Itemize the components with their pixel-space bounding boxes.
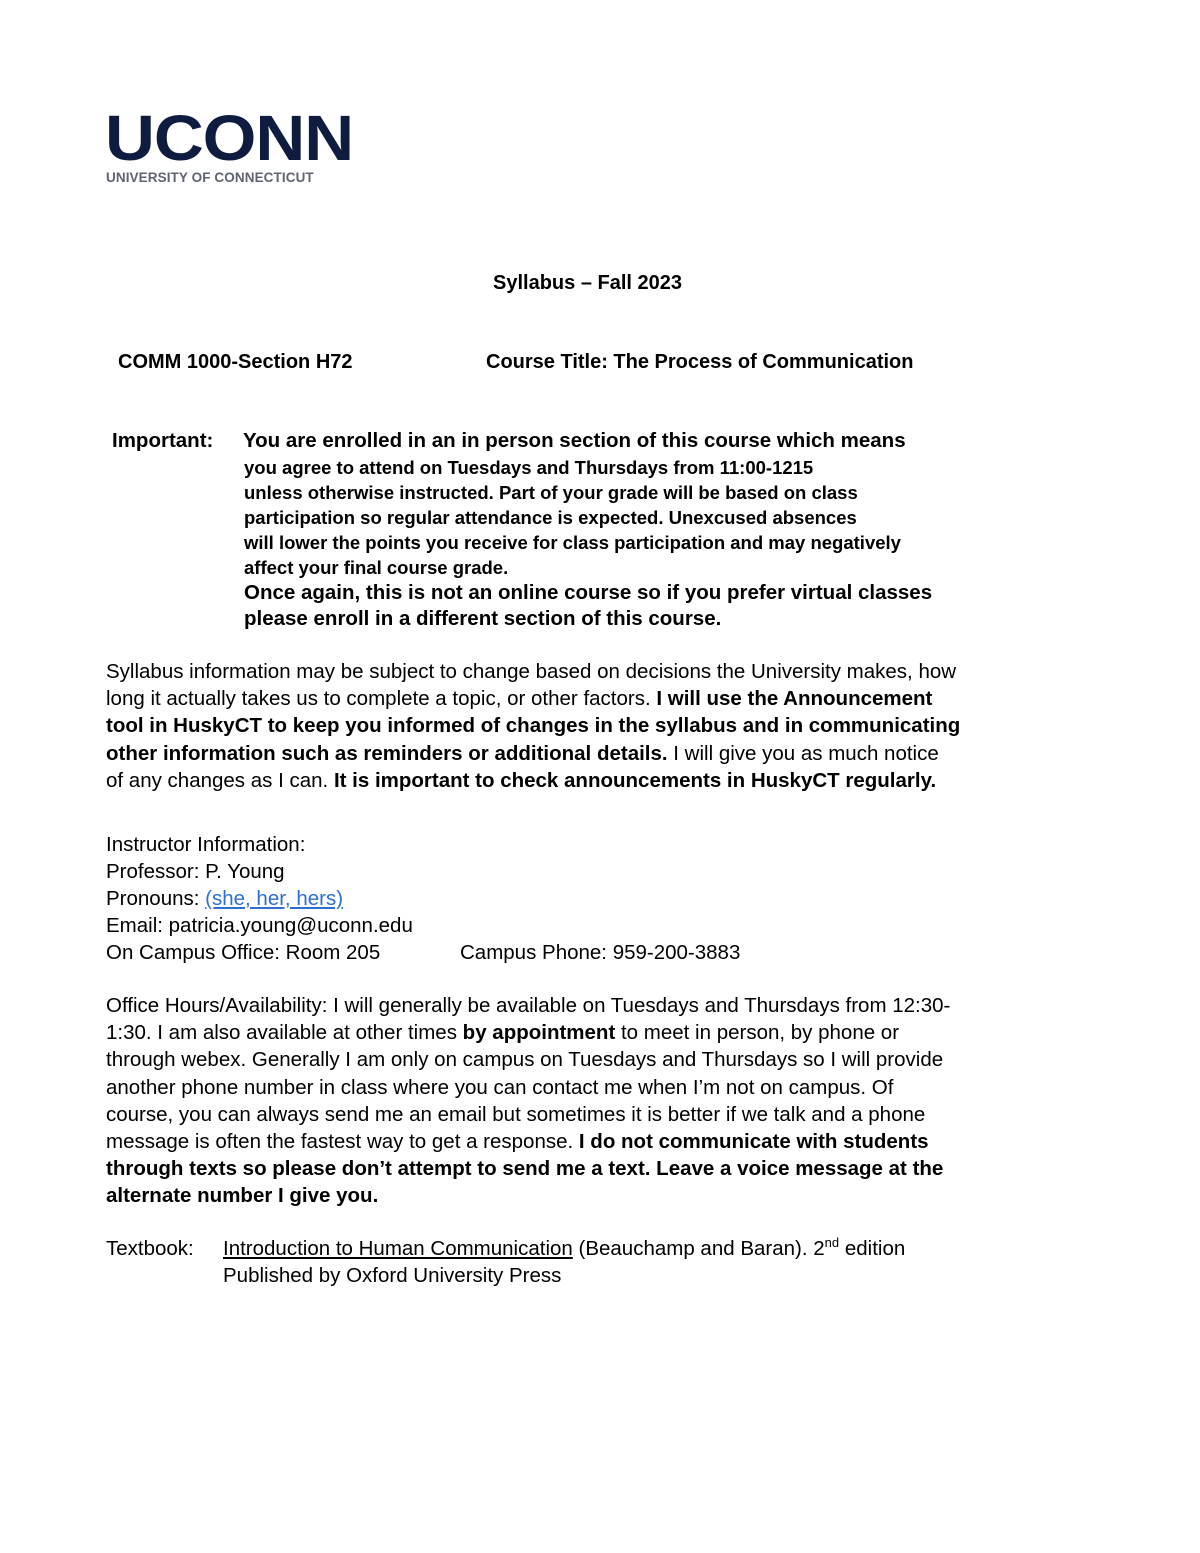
text-run: to meet in person, by phone or — [615, 1021, 900, 1045]
important-label: Important: — [112, 429, 214, 452]
bold-run: by appointment — [462, 1021, 616, 1045]
syllabus-change-note — [106, 658, 1106, 794]
text-line: through webex. Generally I am only on campus on Tuesdays and Thursdays so I will provide — [106, 1048, 944, 1072]
bold-line: tool in HuskyCT to keep you informed of changes in the syllabus and in communicating — [106, 714, 961, 738]
textbook-line — [223, 1235, 905, 1262]
bold-run: other information such as reminders or additional details. — [106, 741, 668, 765]
important-line: unless otherwise instructed. Part of your grade will be based on class — [244, 482, 858, 503]
course-code: COMM 1000-Section H72 — [118, 351, 353, 373]
textbook-title: Introduction to Human Communication — [223, 1237, 573, 1260]
page-title: Syllabus – Fall 2023 — [493, 272, 682, 294]
text-line — [106, 1019, 1106, 1046]
important-line: you agree to attend on Tuesdays and Thursdays from 11:00-1215 — [244, 457, 814, 478]
text-line — [106, 740, 1106, 767]
uconn-logo — [105, 102, 365, 188]
course-title: Course Title: The Process of Communication — [486, 351, 914, 373]
instructor-office: On Campus Office: Room 205 — [106, 941, 381, 964]
logo-wordmark: UCONN — [105, 102, 354, 174]
important-line: You are enrolled in an in person section of this course which means — [243, 429, 906, 452]
bold-run: I do not communicate with students — [578, 1130, 929, 1154]
instructor-heading: Instructor Information: — [106, 833, 306, 856]
text-run: I will give you as much notice — [667, 741, 939, 765]
important-line: Once again, this is not an online course so if you prefer virtual classes — [244, 581, 933, 604]
textbook-edition: edition — [839, 1237, 906, 1260]
bold-line: alternate number I give you. — [106, 1184, 379, 1208]
textbook-authors: (Beauchamp and Baran). 2 — [572, 1237, 825, 1260]
important-line: will lower the points you receive for class participation and may negatively — [244, 532, 901, 553]
edition-superscript: nd — [824, 1235, 840, 1251]
text-line: another phone number in class where you can contact me when I’m not on campus. Of — [106, 1075, 894, 1099]
instructor-phone: Campus Phone: 959-200-3883 — [460, 941, 741, 964]
text-run: 1:30. I am also available at other times — [106, 1021, 463, 1045]
text-line: Office Hours/Availability: I will generally be available on Tuesdays and Thursdays from 12:30- — [106, 994, 951, 1017]
text-line — [106, 767, 1106, 794]
text-line: Syllabus information may be subject to change based on decisions the University makes, how — [106, 660, 957, 683]
pronouns-link[interactable]: (she, her, hers) — [205, 887, 344, 910]
instructor-email: Email: patricia.young@uconn.edu — [106, 914, 413, 937]
textbook-label: Textbook: — [106, 1237, 194, 1260]
important-line: affect your final course grade. — [244, 557, 509, 578]
text-line: course, you can always send me an email but sometimes it is better if we talk and a phone — [106, 1102, 926, 1126]
bold-run: I will use the Announcement — [656, 687, 933, 711]
text-run: of any changes as I can. — [106, 768, 334, 792]
text-line — [106, 1128, 1106, 1155]
text-line — [106, 685, 1106, 712]
instructor-professor: Professor: P. Young — [106, 860, 285, 883]
important-line: participation so regular attendance is expected. Unexcused absences — [244, 507, 857, 528]
textbook-publisher: Published by Oxford University Press — [223, 1264, 562, 1287]
instructor-pronouns — [106, 885, 343, 912]
office-hours — [106, 992, 1106, 1210]
text-run: long it actually takes us to complete a topic, or other factors. — [106, 687, 657, 711]
bold-run: It is important to check announcements in HuskyCT regularly. — [333, 768, 937, 792]
pronouns-label: Pronouns: — [106, 887, 206, 910]
text-run: message is often the fastest way to get a response. — [106, 1130, 579, 1154]
important-line: please enroll in a different section of this course. — [244, 607, 722, 630]
logo-subtitle: UNIVERSITY OF CONNECTICUT — [106, 170, 314, 185]
bold-line: through texts so please don’t attempt to send me a text. Leave a voice message at the — [106, 1157, 944, 1181]
